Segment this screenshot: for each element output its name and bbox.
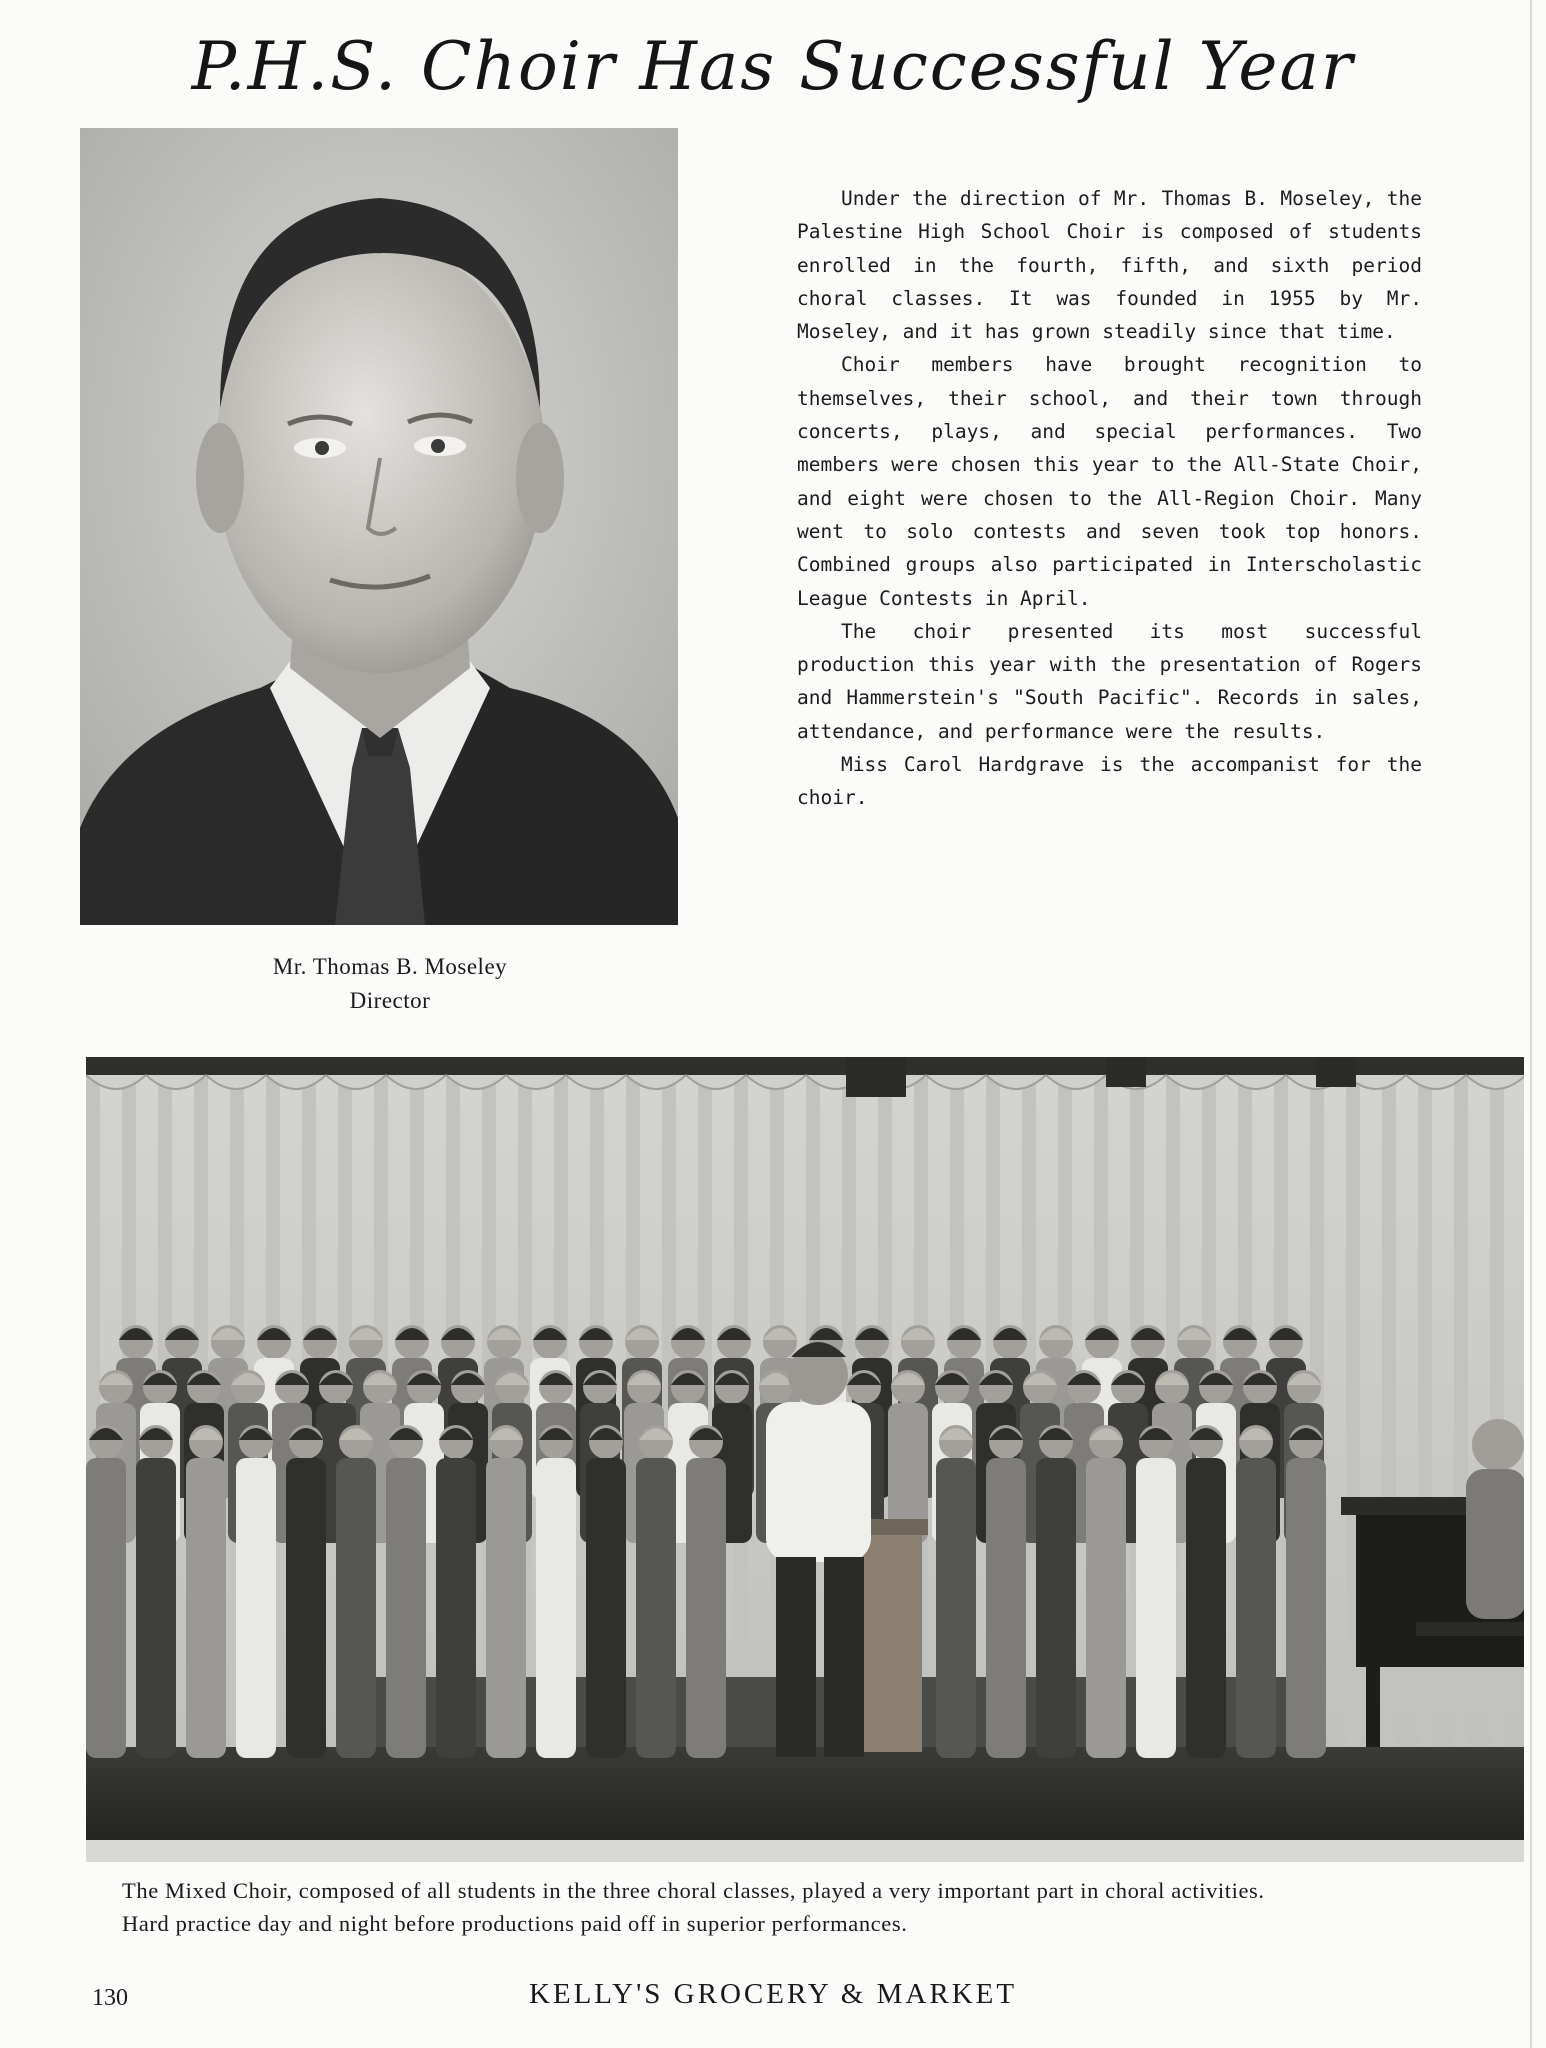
director-portrait-photo — [80, 128, 678, 925]
article-paragraph-1: Under the direction of Mr. Thomas B. Moseley, the Palestine High School Choir is composed of students enrolled in the fourth, fifth, and sixth period choral classes. It was founded in 1955 by Mr. Moseley, and it has grown steadily since that time. — [797, 187, 1422, 344]
page-number: 130 — [92, 1985, 128, 2011]
portrait-caption — [150, 950, 630, 1018]
article-paragraph-3: The choir presented its most successful production this year with the presentation of Rogers and Hammerstein's "South Pacific". Records in sales, attendance, and performance were the results. — [797, 619, 1422, 743]
page-title: P.H.S. Choir Has Successful Year — [191, 28, 1355, 105]
choir-image — [86, 1057, 1524, 1862]
mixed-choir-photo — [86, 1057, 1524, 1862]
portrait-caption-name: Mr. Thomas B. Moseley — [272, 954, 508, 979]
portrait-image — [80, 128, 678, 925]
article-paragraph-2: Choir members have brought recognition to themselves, their school, and their town through concerts, plays, and special performances. Two members were chosen this year to the All-State Choir, and eight were chosen to the All-Region Choir. Many went to solo contests and seven took top honors. Combined groups also participated in Interscholastic League Contests in April. — [797, 353, 1422, 610]
choir-caption-line-1: The Mixed Choir, composed of all students in the three choral classes, played a very important part in choral activities. — [122, 1878, 1265, 1903]
article-paragraph-4: Miss Carol Hardgrave is the accompanist for the choir. — [797, 753, 1422, 810]
choir-photo-caption — [122, 1874, 1522, 1940]
portrait-caption-role: Director — [349, 988, 431, 1013]
page-edge-line — [1530, 0, 1532, 2048]
article-body — [797, 182, 1422, 815]
sponsor-footer: KELLY'S GROCERY & MARKET — [528, 1978, 1018, 2010]
choir-caption-line-2: Hard practice day and night before productions paid off in superior performances. — [122, 1911, 908, 1936]
